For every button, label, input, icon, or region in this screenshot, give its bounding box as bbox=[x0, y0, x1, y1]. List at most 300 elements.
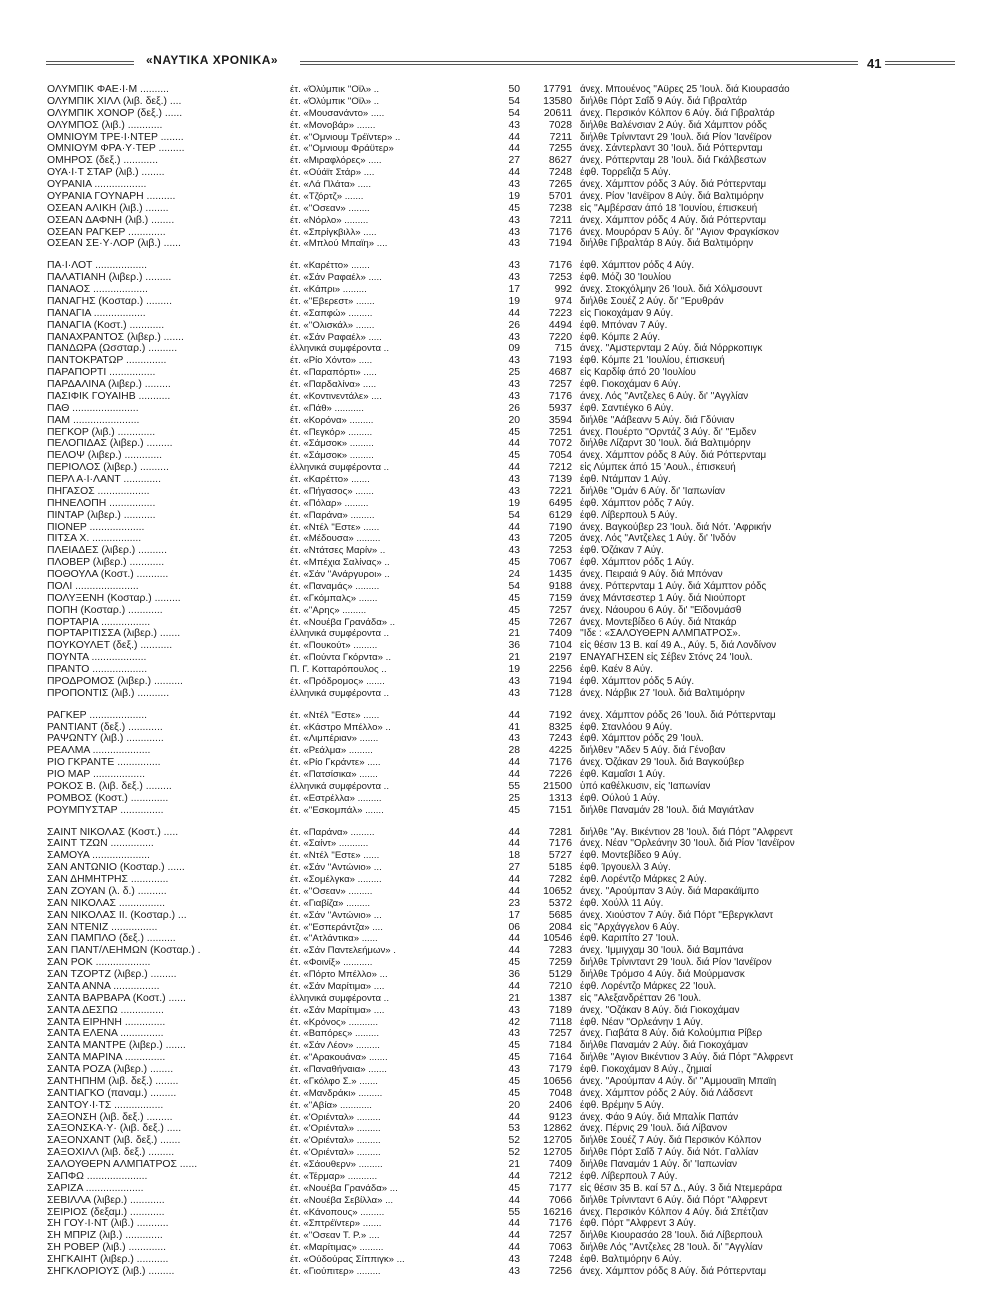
ship-name: ΟΛΥΜΠΙΚ ΧΟΝΟΡ (δεξ.) ...... bbox=[47, 107, 183, 119]
flag-year: 45 bbox=[508, 804, 520, 816]
movement: άνεχ. Περσικόν Κόλπον 6 Αύγ. διά Γιβραλτάρ bbox=[580, 107, 775, 119]
tonnage: 7238 bbox=[548, 202, 572, 214]
table-row bbox=[42, 605, 952, 617]
header-rule-left bbox=[46, 61, 134, 62]
flag-year: 23 bbox=[508, 897, 520, 909]
flag-year: 44 bbox=[508, 826, 520, 838]
flag-year: 20 bbox=[508, 1099, 520, 1111]
movement: άνεχ. Μοντεβίδεο 6 Αύγ. διά Ντακάρ bbox=[580, 616, 737, 628]
owner: έτ. «Σάν Ραφαέλ» ..... bbox=[290, 272, 382, 284]
ship-name: ΠΕΛΟΨ (λιβερ.) ............. bbox=[47, 450, 163, 462]
movement: άνεχ. Μουρόραν 5 Αύγ. δι' ''Αγιον Φραγκίσκον bbox=[580, 226, 779, 238]
flag-year: 54 bbox=[508, 107, 520, 119]
table-row bbox=[42, 1147, 952, 1159]
page-number: 41 bbox=[867, 56, 882, 71]
table-row bbox=[42, 969, 952, 981]
tonnage: 7194 bbox=[548, 675, 572, 687]
flag-year: 54 bbox=[508, 509, 520, 521]
movement: έφθ. Λορέντζο Μάρκες 2 Αύγ. bbox=[580, 874, 707, 885]
tonnage: 4687 bbox=[548, 367, 572, 379]
ship-name: ΠΗΝΕΛΟΠΗ ................ bbox=[47, 497, 156, 509]
movement: έφθ. Καμαΐσι 1 Αύγ. bbox=[580, 769, 666, 780]
tonnage: 13580 bbox=[543, 95, 572, 107]
ship-name: ΠΟΛΙ ...................... bbox=[47, 580, 139, 592]
movement: έφθ. Μοντεβίδεο 9 Αύγ. bbox=[580, 850, 682, 862]
flag-year: 45 bbox=[508, 426, 520, 438]
ship-name: ΣΑΝ ΑΝΤΩΝΙΟ (Κοσταρ.) ...... bbox=[47, 862, 185, 874]
ship-name: ΟΥΑ·Ι·Τ ΣΤΑΡ (λιβ.) ........ bbox=[47, 167, 165, 179]
table-row bbox=[42, 438, 952, 450]
movement: εἰς Λύμπεκ άπό 15 'Αουλ., έπισκευή bbox=[580, 462, 736, 474]
table-row bbox=[42, 403, 952, 415]
owner: ἑλληνικά συμφέροντα .. bbox=[290, 462, 390, 474]
movement: άνεχ. Ρίον 'Ιανέϊρον 8 Αύγ. διά Βαλτιμόρην bbox=[580, 190, 764, 202]
table-row bbox=[42, 120, 952, 132]
table-row bbox=[42, 96, 952, 108]
owner: έτ. «Σαίντ» ........... bbox=[290, 838, 369, 850]
owner: έτ. «Πόλαρ» ......... bbox=[290, 497, 369, 509]
movement: άνεχ. Φάο 9 Αύγ. διά Μπαλίκ Παπάν bbox=[580, 1111, 739, 1123]
publication-title: «ΝΑΥΤΙΚΑ ΧΡΟΝΙΚΑ» bbox=[146, 53, 279, 67]
tonnage: 7194 bbox=[548, 238, 572, 250]
owner: έτ. «''Οσεαν Τ. Ρ.» .... bbox=[290, 1230, 380, 1242]
owner: έτ. «Σάν Ραφαέλ» ..... bbox=[290, 331, 382, 343]
table-row bbox=[42, 910, 952, 922]
table-row bbox=[42, 617, 952, 629]
movement: διήλθε Παναμάν 2 Αύγ. διά Γιοκοχάμαν bbox=[580, 1040, 748, 1052]
flag-year: 43 bbox=[508, 533, 520, 545]
movement: άνεχ. Σάντερλαντ 30 'Ιουλ. διά Ρόττερνταμ bbox=[580, 143, 763, 155]
tonnage: 10652 bbox=[543, 885, 572, 897]
tonnage: 2406 bbox=[548, 1099, 572, 1111]
tonnage: 5685 bbox=[548, 909, 572, 921]
ship-name: ΣΗ ΓΟΥ·Ι·ΝΤ (λιβ.) ........... bbox=[47, 1218, 169, 1230]
ship-name: ΣΑΝ ΠΑΝΤ/ΛΕΗΜΩΝ (Κοσταρ.) . bbox=[47, 945, 201, 957]
tonnage: 7066 bbox=[548, 1194, 572, 1206]
ship-name: ΟΛΥΜΠΟΣ (λιβ.) ............ bbox=[47, 119, 163, 131]
movement: ὑπό καθέλκυσιν, εἰς 'Ιαπωνίαν bbox=[580, 780, 711, 792]
tonnage: 7253 bbox=[548, 545, 572, 557]
movement: διήλθε Σουέζ 7 Αύγ. διά Περσικόν Κόλπον bbox=[580, 1135, 762, 1147]
flag-year: 44 bbox=[508, 885, 520, 897]
owner: έτ. «Μουσανάντο» ..... bbox=[290, 107, 385, 119]
table-row bbox=[42, 945, 952, 957]
movement: άνεχ Μάντσεστερ 1 Αύγ. διά Νιούπορτ bbox=[580, 592, 746, 604]
ship-name: ΠΑ·Ι·ΛΟΤ .................. bbox=[47, 260, 148, 272]
owner: ἑλληνικά συμφέροντα .. bbox=[290, 628, 390, 640]
ship-name: ΠΑΣΙΦΙΚ ΓΟΥΑΙΗΒ ........... bbox=[47, 390, 171, 402]
table-row bbox=[42, 1171, 952, 1183]
flag-year: 43 bbox=[508, 379, 520, 390]
movement: εἰς ''Αλεξανδρέτταν 26 'Ιουλ. bbox=[580, 992, 702, 1004]
movement: άνεχ. Περσικόν Κόλπον 4 Αύγ. διά Σπέτζιαν bbox=[580, 1206, 769, 1218]
tonnage: 7251 bbox=[548, 426, 572, 438]
owner: έτ. «Σάν ''Αντώνιο» ... bbox=[290, 909, 382, 921]
movement: έφθ. Καέν 8 Αύγ. bbox=[580, 664, 653, 675]
flag-year: 54 bbox=[508, 580, 520, 592]
tonnage: 7151 bbox=[548, 804, 572, 816]
flag-year: 21 bbox=[508, 992, 520, 1004]
flag-year: 19 bbox=[508, 664, 520, 675]
ship-name: ΣΑΛΟΥΘΕΡΝ ΑΛΜΠΑΤΡΟΣ ...... bbox=[47, 1159, 198, 1170]
tonnage: 2084 bbox=[548, 921, 572, 933]
ship-name: ΣΑΞΟΝΣΚΑ·Υ· (λιβ. δεξ.) ..... bbox=[47, 1123, 182, 1135]
table-row bbox=[42, 757, 952, 769]
tonnage: 7220 bbox=[548, 331, 572, 343]
movement: διήλθε Σουέζ 2 Αύγ. δι' ''Ερυθράν bbox=[580, 295, 724, 307]
table-row bbox=[42, 581, 952, 593]
table-row bbox=[42, 933, 952, 945]
owner: έτ. «Μανδράκι» ......... bbox=[290, 1087, 383, 1099]
movement: έφθ. Τορρεΐιζα 5 Αύγ. bbox=[580, 167, 671, 179]
owner: έτ. «Ρεάλμα» ......... bbox=[290, 745, 373, 757]
flag-year: 17 bbox=[508, 284, 520, 295]
ship-name: ΠΛΕΙΑΔΕΣ (λιβερ.) .......... bbox=[47, 545, 167, 557]
flag-year: 43 bbox=[508, 331, 520, 343]
owner: έτ. «Σάουθερν» ......... bbox=[290, 1159, 383, 1170]
movement: άνεχ. Μπουένος ''Αϋρες 25 'Ιουλ. διά Κιουρασάο bbox=[580, 84, 790, 95]
header-rule-left-2 bbox=[46, 64, 134, 65]
flag-year: 45 bbox=[508, 1040, 520, 1052]
flag-year: 45 bbox=[508, 592, 520, 604]
owner: έτ. «Γιαβίζα» ......... bbox=[290, 897, 371, 909]
owner: έτ. «Σάν ''Αντώνιο» ... bbox=[290, 862, 382, 874]
ship-name: ΡΑΨΩΝΤΥ (λιβ.) ............. bbox=[47, 733, 164, 745]
owner: έτ. «Παράνα» ......... bbox=[290, 826, 375, 838]
flag-year: 44 bbox=[508, 1218, 520, 1230]
owner: έτ. «Κάστρο Μπέλλο» .. bbox=[290, 721, 391, 733]
movement: άνεχ. Νέαν ''Ορλεάνην 30 'Ιουλ. διά Ρίον 'Ιανέϊρον bbox=[580, 838, 795, 850]
flag-year: 36 bbox=[508, 640, 520, 652]
tonnage: 12862 bbox=[543, 1123, 572, 1135]
tonnage: 7190 bbox=[548, 521, 572, 533]
movement: άνεχ. Λός ''Αντζελες 6 Αύγ. δι' ''Αγγλίαν bbox=[580, 390, 749, 402]
ship-name: ΣΑΝΤΑ ΡΟΖΑ (λιβερ.) ........ bbox=[47, 1064, 174, 1075]
ship-name: ΠΑΝΔΩΡΑ (Ωσσταρ.) .......... bbox=[47, 343, 178, 355]
owner: έτ. «Πόρτο Μπέλλο» ... bbox=[290, 969, 388, 980]
flag-year: 55 bbox=[508, 780, 520, 792]
owner: έτ. «Εστρέλλα» ......... bbox=[290, 792, 382, 804]
tonnage: 2256 bbox=[548, 664, 572, 675]
owner: έτ. «'Οριένταλ» ......... bbox=[290, 1135, 381, 1147]
table-row bbox=[42, 981, 952, 993]
tonnage: 5185 bbox=[548, 862, 572, 874]
flag-year: 43 bbox=[508, 390, 520, 402]
table-row bbox=[42, 1135, 952, 1147]
movement: έφθ. Λορέντζο Μάρκες 22 'Ιουλ. bbox=[580, 980, 717, 992]
table-row bbox=[42, 391, 952, 403]
flag-year: 44 bbox=[508, 143, 520, 155]
movement: έφθ. Γιοκοχάμαν 8 Αύγ., ζημιαί bbox=[580, 1064, 712, 1075]
table-row bbox=[42, 155, 952, 167]
movement: έφθ. Νέαν ''Ορλεάνην 1 Αύγ. bbox=[580, 1016, 704, 1028]
owner: έτ. «Πρόδρομος» ....... bbox=[290, 675, 385, 687]
movement: άνεχ. Νάρβικ 27 'Ιουλ. διά Βαλτιμόρην bbox=[580, 687, 745, 699]
ship-name: ΡΕΑΛΜΑ .................... bbox=[47, 745, 151, 757]
tonnage: 7176 bbox=[548, 1218, 572, 1230]
tonnage: 7176 bbox=[548, 226, 572, 238]
table-row bbox=[42, 793, 952, 805]
movement: εἰς Γιοκοχάμαν 9 Αύγ. bbox=[580, 307, 674, 319]
ship-name: ΣΑΝ ΝΙΚΟΛΑΣ ................ bbox=[47, 897, 166, 909]
ship-name: ΣΑΝΤΟΥ·Ι·ΤΣ ................. bbox=[47, 1099, 164, 1111]
movement: άνεχ. Στοκχόλμην 26 'Ιουλ. διά Χόλμσουντ bbox=[580, 284, 763, 295]
ship-name: ΣΑΝ ΖΟΥΑΝ (λ. δ.) .......... bbox=[47, 885, 167, 897]
table-row bbox=[42, 474, 952, 486]
ship-name: ΣΑΞΟΝΣΗ (λιβ. δεξ.) ......... bbox=[47, 1111, 173, 1123]
tonnage: 7189 bbox=[548, 1004, 572, 1016]
table-row bbox=[42, 332, 952, 344]
flag-year: 43 bbox=[508, 733, 520, 745]
owner: έτ. «''Εβερεστ» ....... bbox=[290, 295, 375, 307]
ship-name: ΟΣΕΑΝ ΡΑΓΚΕΡ ............. bbox=[47, 226, 166, 238]
owner: έτ. «Γκόλφο Σ.» ....... bbox=[290, 1075, 378, 1087]
owner: έτ. «Ούδούρας Σίππιγκ» ... bbox=[290, 1254, 405, 1265]
movement: άνεχ. Χάμπτον ρόδς 4 Αύγ. διά Ρόττερνταμ bbox=[580, 214, 767, 226]
flag-year: 26 bbox=[508, 319, 520, 331]
flag-year: 41 bbox=[508, 721, 520, 733]
movement: έφθ. Χάμπτον ρόδς 1 Αύγ. bbox=[580, 557, 695, 569]
movement: άνεχ. Πειραιά 9 Αύγ. διά Μπόναν bbox=[580, 569, 723, 580]
flag-year: 45 bbox=[508, 1087, 520, 1099]
ship-name: ΟΜΝΙΟΥΜ ΤΡΕ·Ι·ΝΤΕΡ ........ bbox=[47, 131, 184, 143]
owner: έτ. «Παναθήναια» ....... bbox=[290, 1064, 387, 1075]
flag-year: 43 bbox=[508, 226, 520, 238]
owner: έτ. «''Οσεαν» ........ bbox=[290, 202, 370, 214]
owner: έτ. «Παραπόρτι» ..... bbox=[290, 367, 377, 379]
ship-name: ΣΑΝΤΙΑΓΚΟ (παναμ.) ......... bbox=[47, 1087, 177, 1099]
owner: έτ. «Σάν Λέον» ......... bbox=[290, 1040, 380, 1052]
ship-name: ΡΑΝΤΙΑΝΤ (δεξ.) ............ bbox=[47, 721, 163, 733]
movement: ΕΝΑΥΑΓΗΣΕΝ εἰς Σέβεν Στόνς 24 'Ιουλ. bbox=[580, 652, 753, 664]
movement: άνεχ. Γιαβάτα 8 Αύγ. διά Κολούμπια Ρίβερ bbox=[580, 1028, 763, 1040]
table-row bbox=[42, 260, 952, 272]
movement: άνεχ. Χιούστον 7 Αύγ. διά Πόρτ ''Εβεργκλαντ bbox=[580, 909, 774, 921]
flag-year: 43 bbox=[508, 675, 520, 687]
movement: έφθ. Βαλτιμόρην 6 Αύγ. bbox=[580, 1254, 682, 1265]
tonnage: 8627 bbox=[548, 155, 572, 167]
owner: έτ. «Σάμσοκ» ......... bbox=[290, 450, 374, 462]
tonnage: 8325 bbox=[548, 721, 572, 733]
tonnage: 7267 bbox=[548, 616, 572, 628]
movement: διήλθε Τρόμσο 4 Αύγ. διά Μούρμανσκ bbox=[580, 969, 745, 980]
tonnage: 992 bbox=[554, 284, 572, 295]
tonnage: 6129 bbox=[548, 509, 572, 521]
flag-year: 43 bbox=[508, 260, 520, 272]
owner: έτ. «Παρδαλίνα» ..... bbox=[290, 379, 377, 390]
owner: έτ. «Καρέττο» ....... bbox=[290, 474, 370, 485]
movement: έφθ. Μόζι 30 'Ιουλίου bbox=[580, 272, 672, 284]
tonnage: 17791 bbox=[543, 84, 572, 95]
owner: έτ. «Βαπόρες» ......... bbox=[290, 1028, 379, 1040]
movement: άνεχ. Χάμπτον ρόδς 3 Αύγ. διά Ρόττερνταμ bbox=[580, 179, 767, 190]
ship-name: ΠΑΝΑΧΡΑΝΤΟΣ (λιβερ.) ....... bbox=[47, 331, 184, 343]
ship-name: ΠΟΠΗ (Κοσταρ.) ............ bbox=[47, 604, 163, 616]
ship-name: ΠΕΓΚΟΡ (λιβ.) ............. bbox=[47, 426, 156, 438]
ship-name: ΣΑΝΤΑ ΑΝΝΑ ................ bbox=[47, 980, 160, 992]
flag-year: 36 bbox=[508, 969, 520, 980]
table-row bbox=[42, 1218, 952, 1230]
owner: έτ. «''Ομνιουμ Τρέϊντερ» .. bbox=[290, 131, 401, 143]
table-row bbox=[42, 664, 952, 676]
owner: έτ. «Λά Πλάτα» ..... bbox=[290, 179, 372, 190]
flag-year: 21 bbox=[508, 628, 520, 640]
ship-name: ΠΑΛΑΤΙΑΝΗ (λιβερ.) ......... bbox=[47, 272, 172, 284]
flag-year: 44 bbox=[508, 131, 520, 143]
tonnage: 16216 bbox=[543, 1206, 572, 1218]
table-row bbox=[42, 227, 952, 239]
owner: έτ. «Παναμάς» ......... bbox=[290, 580, 380, 592]
tonnage: 5701 bbox=[548, 190, 572, 202]
table-row bbox=[42, 1028, 952, 1040]
ship-name: ΠΕΛΟΠΙΔΑΣ (λιβερ.) ......... bbox=[47, 438, 173, 450]
ship-name: ΡΙΟ ΜΑΡ .................. bbox=[47, 769, 145, 780]
movement: διήλθε ''Αγ. Βικέντιον 28 'Ιουλ. διά Πόρτ ''Αλφρεντ bbox=[580, 826, 793, 838]
movement: άνεχ. Χάμπτον ρόδς 26 'Ιουλ. διά Ρόττερνταμ bbox=[580, 709, 776, 721]
flag-year: 53 bbox=[508, 1123, 520, 1135]
movement: έφθ. Στανλόου 9 Αύγ. bbox=[580, 721, 673, 733]
ship-name: ΣΑΙΝΤ ΝΙΚΟΛΑΣ (Κοστ.) ..... bbox=[47, 826, 179, 838]
tonnage: 7257 bbox=[548, 379, 572, 390]
tonnage: 7210 bbox=[548, 980, 572, 992]
table-row bbox=[42, 628, 952, 640]
tonnage: 7283 bbox=[548, 945, 572, 957]
flag-year: 43 bbox=[508, 119, 520, 131]
flag-year: 42 bbox=[508, 1016, 520, 1028]
table-row bbox=[42, 886, 952, 898]
tonnage: 7179 bbox=[548, 1064, 572, 1075]
ship-name: ΠΡΟΔΡΟΜΟΣ (λιβερ.) .......... bbox=[47, 675, 183, 687]
ship-name: ΣΑΝΤΑ ΔΕΣΠΩ ............... bbox=[47, 1004, 164, 1016]
movement: έφθ. Μπόναν 7 Αύγ. bbox=[580, 319, 668, 331]
ship-name: ΣΑΞΟΧΙΛΛ (λιβ. δεξ.) ......... bbox=[47, 1147, 175, 1159]
ship-name: ΠΟΛΥΞΕΝΗ (Κοσταρ.) ......... bbox=[47, 592, 181, 604]
tonnage: 7192 bbox=[548, 709, 572, 721]
tonnage: 974 bbox=[554, 295, 572, 307]
table-row bbox=[42, 308, 952, 320]
owner: έτ. «Λιμπέριαν» ....... bbox=[290, 733, 379, 745]
owner: έτ. «Ντάτσες Μαρίν» .. bbox=[290, 545, 386, 557]
owner: έτ. «Κάνοπους» ......... bbox=[290, 1206, 385, 1218]
table-row bbox=[42, 640, 952, 652]
movement: έφθ. Κόμπε 2 Αύγ. bbox=[580, 331, 661, 343]
table-row bbox=[42, 1207, 952, 1219]
flag-year: 50 bbox=[508, 84, 520, 95]
tonnage: 715 bbox=[554, 343, 572, 355]
flag-year: 43 bbox=[508, 687, 520, 699]
table-row bbox=[42, 1183, 952, 1195]
table-row bbox=[42, 522, 952, 534]
tonnage: 7212 bbox=[548, 1170, 572, 1182]
ship-name: ΣΑΡΙΖΑ .................... bbox=[47, 1182, 144, 1194]
movement: διήλθε Τρίνινταντ 6 Αύγ. διά Πόρτ ''Αλφρεντ bbox=[580, 1194, 768, 1206]
movement: έφθ. Χάμπτον ρόδς 7 Αύγ. bbox=[580, 497, 695, 509]
ship-register-list bbox=[42, 84, 952, 1288]
ship-name: ΠΟΘΟΥΛΑ (Κοστ.) ........... bbox=[47, 569, 169, 580]
table-row bbox=[42, 710, 952, 722]
owner: έτ. «Νόρλο» ......... bbox=[290, 214, 369, 226]
tonnage: 1435 bbox=[548, 569, 572, 580]
flag-year: 45 bbox=[508, 1182, 520, 1194]
table-row bbox=[42, 593, 952, 605]
flag-year: 45 bbox=[508, 957, 520, 969]
table-row bbox=[42, 1076, 952, 1088]
table-row bbox=[42, 850, 952, 862]
ship-name: ΠΡΑΝΤΟ ................... bbox=[47, 664, 148, 675]
tonnage: 3594 bbox=[548, 414, 572, 426]
owner: έτ. «Μπλού Μπαϊη» .... bbox=[290, 238, 388, 250]
flag-year: 43 bbox=[508, 1004, 520, 1016]
movement: άνεχ. Ρόττερνταμ 28 'Ιουλ. διά Γκάλβεστων bbox=[580, 155, 767, 167]
ship-name: ΠΗΓΑΣΟΣ .................. bbox=[47, 485, 150, 497]
table-row bbox=[42, 167, 952, 179]
movement: διήλθε Πόρτ Σαΐδ 9 Αύγ. διά Γιβραλτάρ bbox=[580, 95, 747, 107]
owner: έτ. «''Αρακουάνα» ....... bbox=[290, 1052, 388, 1064]
ship-name: ΡΑΓΚΕΡ .................... bbox=[47, 709, 148, 721]
table-row bbox=[42, 238, 952, 250]
tonnage: 7048 bbox=[548, 1087, 572, 1099]
tonnage: 7255 bbox=[548, 143, 572, 155]
tonnage: 7028 bbox=[548, 119, 572, 131]
table-row bbox=[42, 427, 952, 439]
tonnage: 7257 bbox=[548, 1230, 572, 1242]
ship-name: ΣΑΝ ΝΙΚΟΛΑΣ ΙΙ. (Κοσταρ.) ... bbox=[47, 909, 187, 921]
tonnage: 12705 bbox=[543, 1135, 572, 1147]
tonnage: 7176 bbox=[548, 390, 572, 402]
table-row bbox=[42, 922, 952, 934]
table-row bbox=[42, 450, 952, 462]
table-row bbox=[42, 1266, 952, 1278]
flag-year: 26 bbox=[508, 402, 520, 414]
owner: έτ. «Ρίο Γκράντε» ..... bbox=[290, 757, 381, 769]
tonnage: 7248 bbox=[548, 167, 572, 179]
tonnage: 7409 bbox=[548, 628, 572, 640]
movement: άνεχ. Πουέρτο ''Ορντάζ 3 Αύγ. δι' ''Εμδεν bbox=[580, 426, 757, 438]
table-row bbox=[42, 203, 952, 215]
flag-year: 44 bbox=[508, 1242, 520, 1254]
movement: διήλθε Λίζαρντ 30 'Ιουλ. διά Βαλτιμόρην bbox=[580, 438, 751, 450]
tonnage: 7205 bbox=[548, 533, 572, 545]
table-row bbox=[42, 1040, 952, 1052]
owner: έτ. «Γιούπιτερ» ......... bbox=[290, 1265, 381, 1277]
tonnage: 7409 bbox=[548, 1159, 572, 1170]
flag-year: 43 bbox=[508, 1028, 520, 1040]
tonnage: 7139 bbox=[548, 474, 572, 485]
movement: διήλθε ''Ομάν 6 Αύγ. δι' 'Ιαπωνίαν bbox=[580, 485, 726, 497]
ship-name: ΠΑΡΑΠΟΡΤΙ ................ bbox=[47, 367, 156, 379]
movement: διήλθε Παναμάν 28 'Ιουλ. διά Μαγιάτλαν bbox=[580, 804, 754, 816]
flag-year: 44 bbox=[508, 462, 520, 474]
ship-name: ΣΑΝΤΑ ΕΙΡΗΝΗ .............. bbox=[47, 1016, 166, 1028]
flag-year: 45 bbox=[508, 202, 520, 214]
flag-year: 44 bbox=[508, 521, 520, 533]
ship-name: ΣΑΝΤΑ ΜΑΝΤΡΕ (λιβερ.) ....... bbox=[47, 1040, 186, 1052]
movement: άνεχ. Πέρνις 29 'Ιουλ. διά Λίβανον bbox=[580, 1123, 728, 1135]
ship-name: ΡΙΟ ΓΚΡΑΝΤΕ ............... bbox=[47, 757, 161, 769]
tonnage: 7164 bbox=[548, 1052, 572, 1064]
table-row bbox=[42, 191, 952, 203]
owner: έτ. «Όλύμπικ ''Οϊλ» .. bbox=[290, 84, 380, 95]
ship-name: ΣΕΒΙΛΛΑ (λιβερ.) ............ bbox=[47, 1194, 165, 1206]
tonnage: 7226 bbox=[548, 769, 572, 780]
ship-name: ΣΗ ΡΟΒΕΡ (λιβ.) ............. bbox=[47, 1242, 167, 1254]
ship-name: ΣΑΝ ΠΑΜΠΛΟ (δεξ.) .......... bbox=[47, 933, 176, 945]
table-row bbox=[42, 1088, 952, 1100]
ship-name: ΠΟΥΚΟΥΛΕΤ (δεξ.) ........... bbox=[47, 640, 173, 652]
ship-name: ΠΑΝΑΓΙΑ (Κοστ.) ............ bbox=[47, 319, 165, 331]
tonnage: 9123 bbox=[548, 1111, 572, 1123]
flag-year: 43 bbox=[508, 545, 520, 557]
